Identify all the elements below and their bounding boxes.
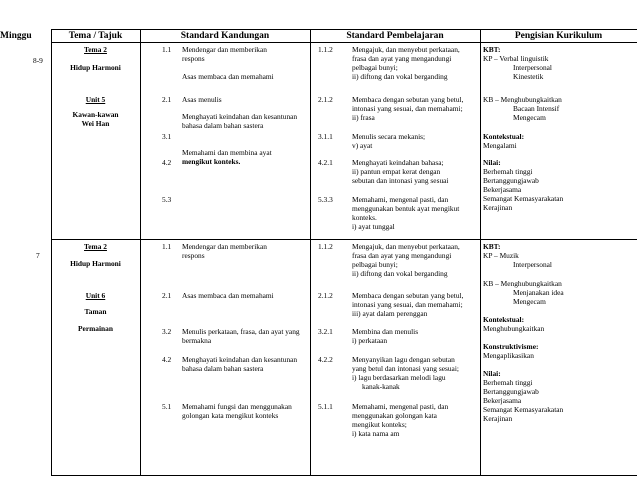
header-standard-kandungan: Standard Kandungan	[180, 31, 270, 41]
kbt-line: Mengecam	[513, 113, 546, 122]
column-line-3	[310, 29, 311, 476]
sk-number: 4.2	[162, 355, 172, 364]
nilai-item: Kerajinan	[483, 414, 513, 423]
sp-number: 5.3.3	[318, 195, 333, 204]
sk-number: 1.1	[162, 242, 172, 251]
sk-text: golongan kata mengikut konteks	[182, 411, 279, 420]
week-number: 8-9	[33, 56, 43, 65]
row-divider	[51, 239, 637, 240]
kbt-line: KP – Verbal linguistik	[483, 54, 549, 63]
column-line-4	[480, 29, 481, 476]
nilai-item: Bertanggungjawab	[483, 176, 539, 185]
konstruktivisme-label: Konstruktivisme:	[483, 342, 539, 351]
sk-text: respons	[182, 54, 205, 63]
sp-text: i) ayat tunggal	[352, 222, 395, 231]
sp-text: i) lagu berdasarkan melodi lagu	[352, 373, 446, 382]
nilai-item: Berhemah tinggi	[483, 378, 533, 387]
nilai-item: Bekerjasama	[483, 396, 522, 405]
nilai-item: Semangat Kemasyarakatan	[483, 194, 564, 203]
sk-text: Asas membaca dan memahami	[182, 291, 274, 300]
sk-text: bahasa dalam bahan sastera	[182, 121, 264, 130]
kbt-line: KB – Menghubungkaitkan	[483, 95, 562, 104]
theme-name: Hidup Harmoni	[70, 63, 121, 72]
theme-label: Tema 2	[84, 45, 107, 54]
sk-number: 2.1	[162, 291, 172, 300]
sk-text: Memahami fungsi dan menggunakan	[182, 402, 292, 411]
table-border-top	[51, 29, 637, 30]
sk-text: respons	[182, 251, 205, 260]
theme-name: Hidup Harmoni	[70, 259, 121, 268]
sp-text: Menyanyikan lagu dengan sebutan	[352, 355, 455, 364]
week-number: 7	[36, 251, 40, 260]
unit-label: Unit 6	[85, 291, 106, 300]
nilai-item: Bekerjasama	[483, 185, 522, 194]
sk-text: Mendengar dan memberikan	[182, 242, 267, 251]
sk-text: Menulis perkataan, frasa, dan ayat yang	[182, 327, 300, 336]
sp-text: sebutan dan intonasi yang sesuai	[352, 176, 449, 185]
sp-number: 2.1.2	[318, 291, 333, 300]
sk-text: Menghayati keindahan dan kesantunan	[182, 355, 298, 364]
kbt-line: KP – Muzik	[483, 251, 519, 260]
sp-text: Membina dan menulis	[352, 327, 419, 336]
sp-number: 4.2.1	[318, 158, 333, 167]
unit-label: Unit 5	[85, 95, 106, 104]
sp-text: Menghayati keindahan bahasa;	[352, 158, 444, 167]
unit-name: Kawan-kawan	[72, 110, 119, 119]
sk-number: 2.1	[162, 95, 172, 104]
sk-number: 5.1	[162, 402, 172, 411]
sk-number: 3.2	[162, 327, 172, 336]
sp-text: Membaca dengan sebutan yang betul,	[352, 95, 464, 104]
sk-text: Asas membaca dan memahami	[182, 72, 274, 81]
unit-name: Wei Han	[81, 119, 110, 128]
unit-name: Taman	[84, 307, 107, 316]
sp-number: 5.1.1	[318, 402, 333, 411]
sk-text: Asas menulis	[182, 95, 222, 104]
sp-text: Mengajuk, dan menyebut perkataan,	[352, 45, 460, 54]
kbt-line: Interpersonal	[513, 63, 552, 72]
sp-text: konteks.	[352, 213, 377, 222]
sk-text: Mendengar dan memberikan	[182, 45, 267, 54]
nilai-item: Berhemah tinggi	[483, 167, 533, 176]
sk-text: Memahami dan membina ayat	[182, 148, 272, 157]
sk-text: mengikut konteks.	[182, 157, 241, 166]
sp-number: 1.1.2	[318, 45, 333, 54]
kbt-line: Interpersonal	[513, 260, 552, 269]
sp-text: intonasi yang sesuai, dan memahami;	[352, 300, 463, 309]
kbt-line: Kinestetik	[513, 72, 544, 81]
nilai-label: Nilai:	[483, 158, 501, 167]
table-border-bottom	[51, 475, 637, 476]
sp-text: kanak-kanak	[362, 382, 400, 391]
sp-text: pelbagai bunyi;	[352, 63, 398, 72]
kontekstual-value: Mengalami	[483, 141, 517, 150]
sp-text: iii) ayat dalam perenggan	[352, 309, 428, 318]
kbt-label: KBT:	[483, 45, 501, 54]
sk-number: 4.2	[162, 158, 172, 167]
sp-text: pelbagai bunyi;	[352, 260, 398, 269]
sp-text: ii) diftong dan vokal berganding	[352, 269, 448, 278]
nilai-label: Nilai:	[483, 369, 501, 378]
sk-text: bahasa dalam bahan sastera	[182, 364, 264, 373]
sp-text: frasa dan ayat yang mengandungi	[352, 54, 452, 63]
sk-number: 5.3	[162, 195, 172, 204]
kbt-line: Menjanakan idea	[513, 288, 564, 297]
sp-text: Menulis secara mekanis;	[352, 132, 426, 141]
sp-text: ii) diftong dan vokal berganding	[352, 72, 448, 81]
header-minggu: Minggu	[0, 31, 32, 41]
sp-text: menggunakan bentuk ayat mengikut	[352, 204, 460, 213]
sp-number: 2.1.2	[318, 95, 333, 104]
sp-text: menggunakan golongan kata	[352, 411, 437, 420]
unit-name: Permainan	[78, 324, 113, 333]
sp-text: Mengajuk, dan menyebut perkataan,	[352, 242, 460, 251]
sp-text: i) perkataan	[352, 336, 388, 345]
sp-number: 1.1.2	[318, 242, 333, 251]
sp-text: i) kata nama am	[352, 429, 400, 438]
sp-text: Memahami, mengenal pasti, dan	[352, 195, 449, 204]
kontekstual-label: Kontekstual:	[483, 315, 525, 324]
sk-number: 1.1	[162, 45, 172, 54]
sp-number: 3.2.1	[318, 327, 333, 336]
sp-number: 3.1.1	[318, 132, 333, 141]
konstruktivisme-value: Mengaplikasikan	[483, 351, 534, 360]
kontekstual-label: Kontekstual:	[483, 132, 525, 141]
kbt-line: Bacaan Intensif	[513, 104, 560, 113]
sp-text: yang betul dan intonasi yang sesuai;	[352, 364, 459, 373]
sp-text: intonasi yang sesuai, dan memahami;	[352, 104, 463, 113]
sp-text: ii) frasa	[352, 113, 375, 122]
sk-text: Menghayati keindahan dan kesantunan	[182, 112, 298, 121]
sp-text: Memahami, mengenal pasti, dan	[352, 402, 449, 411]
sp-text: Membaca dengan sebutan yang betul,	[352, 291, 464, 300]
header-pengisian-kurikulum: Pengisian Kurikulum	[514, 31, 603, 41]
header-tema: Tema / Tajuk	[68, 31, 123, 41]
nilai-item: Bertanggungjawab	[483, 387, 539, 396]
kbt-label: KBT:	[483, 242, 501, 251]
sp-text: v) ayat	[352, 141, 373, 150]
sp-text: mengikut konteks;	[352, 420, 407, 429]
sk-text: bermakna	[182, 336, 212, 345]
sp-number: 4.2.2	[318, 355, 333, 364]
kontekstual-value: Menghubungkaitkan	[483, 324, 545, 333]
kbt-line: Mengecam	[513, 297, 546, 306]
kbt-line: KB – Menghubungkaitkan	[483, 279, 562, 288]
header-divider	[51, 42, 637, 43]
sp-text: frasa dan ayat yang mengandungi	[352, 251, 452, 260]
nilai-item: Semangat Kemasyarakatan	[483, 405, 564, 414]
sp-text: ii) pantun empat kerat dengan	[352, 167, 441, 176]
header-standard-pembelajaran: Standard Pembelajaran	[346, 31, 444, 41]
column-line-2	[140, 29, 141, 476]
nilai-item: Kerajinan	[483, 203, 513, 212]
theme-label: Tema 2	[84, 242, 107, 251]
sk-number: 3.1	[162, 132, 172, 141]
